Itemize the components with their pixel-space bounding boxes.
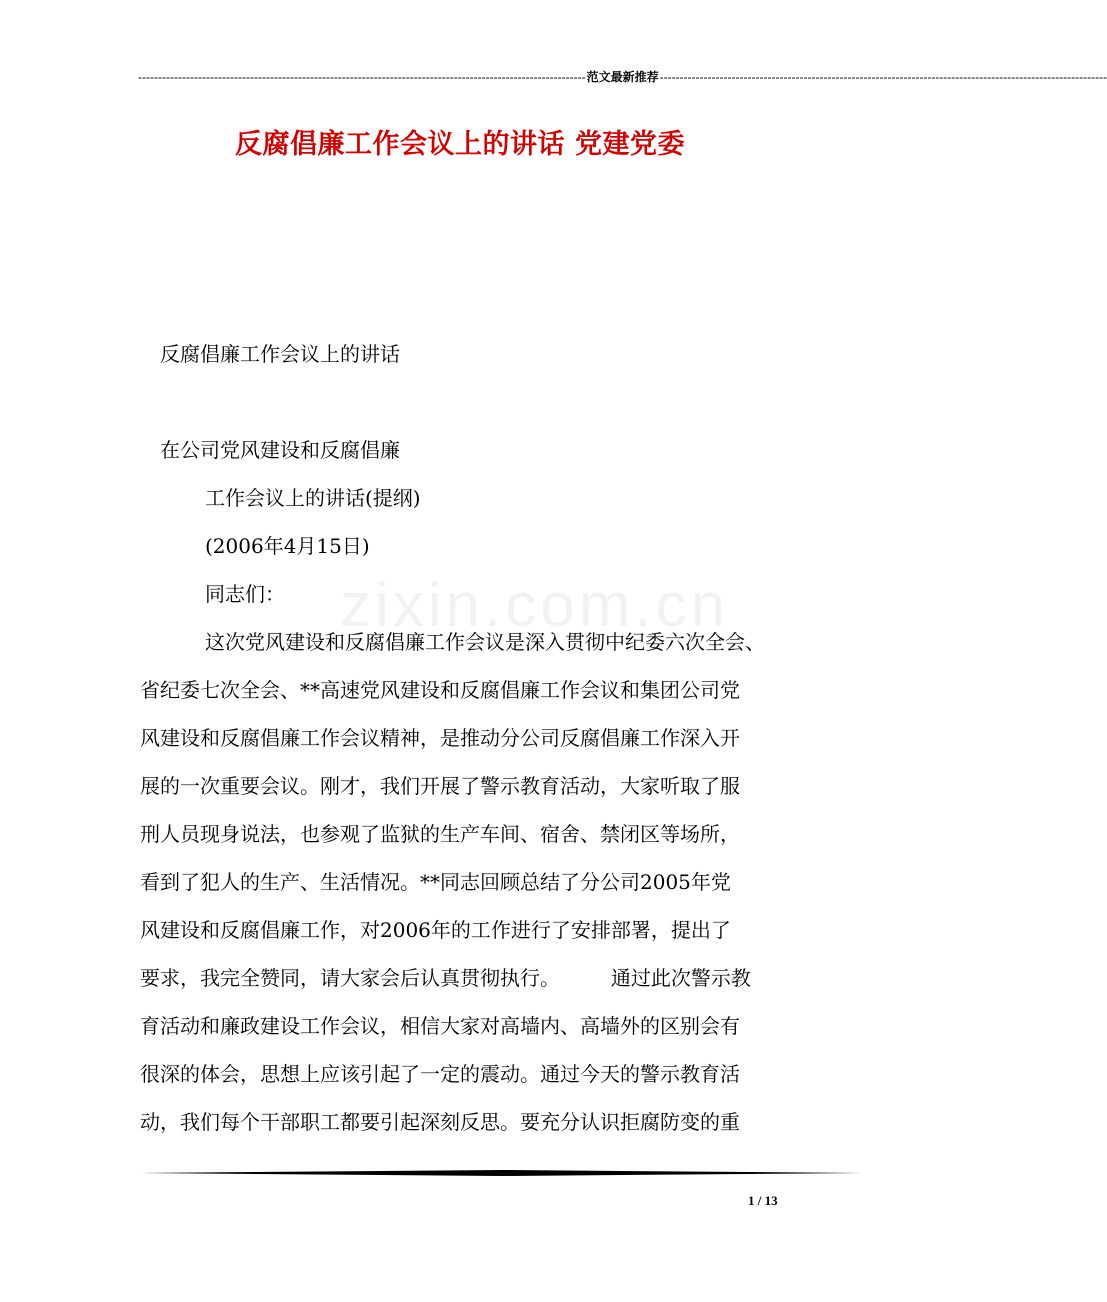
body-line: (2006年4月15日) <box>205 534 370 558</box>
page-number: 1 / 13 <box>748 1193 778 1208</box>
body-line: 这次党风建设和反腐倡廉工作会议是深入贯彻中纪委六次全会、 <box>205 630 765 654</box>
header-dash-left: ---------------------------------------------------------------------------------------------------------------- <box>138 69 586 84</box>
body-line: 在公司党风建设和反腐倡廉 <box>160 438 400 462</box>
body-line: 要求，我完全赞同，请大家会后认真贯彻执行。 通过此次警示教 <box>140 966 751 990</box>
body-line: 很深的体会，思想上应该引起了一定的震动。通过今天的警示教育活 <box>140 1062 740 1086</box>
body-line: 刑人员现身说法，也参观了监狱的生产车间、宿舍、禁闭区等场所， <box>140 822 740 846</box>
body-line: 风建设和反腐倡廉工作，对2006年的工作进行了安排部署，提出了 <box>140 918 731 942</box>
header-dash-right: ---------------------------------------------------------------------------------------------------------------- <box>659 69 1107 84</box>
body-line: 看到了犯人的生产、生活情况。**同志回顾总结了分公司2005年党 <box>140 870 731 894</box>
header-label: 范文最新推荐 <box>586 70 659 84</box>
body-line: 省纪委七次全会、**高速党风建设和反腐倡廉工作会议和集团公司党 <box>140 678 740 702</box>
footer-rule <box>140 1170 864 1176</box>
body-line: 风建设和反腐倡廉工作会议精神，是推动分公司反腐倡廉工作深入开 <box>140 726 740 750</box>
body-line: 育活动和廉政建设工作会议，相信大家对高墙内、高墙外的区别会有 <box>140 1014 740 1038</box>
body-line: 动，我们每个干部职工都要引起深刻反思。要充分认识拒腐防变的重 <box>140 1110 740 1134</box>
body-line: 展的一次重要会议。刚才，我们开展了警示教育活动，大家听取了服 <box>140 774 740 798</box>
watermark: zixin.com.cn <box>340 571 730 640</box>
body-line: 同志们： <box>205 582 285 606</box>
body-line: 反腐倡廉工作会议上的讲话 <box>160 342 400 366</box>
body-line: 工作会议上的讲话(提纲) <box>205 486 421 510</box>
page-header <box>138 68 1107 85</box>
document-title: 反腐倡廉工作会议上的讲话 党建党委 <box>235 129 685 160</box>
